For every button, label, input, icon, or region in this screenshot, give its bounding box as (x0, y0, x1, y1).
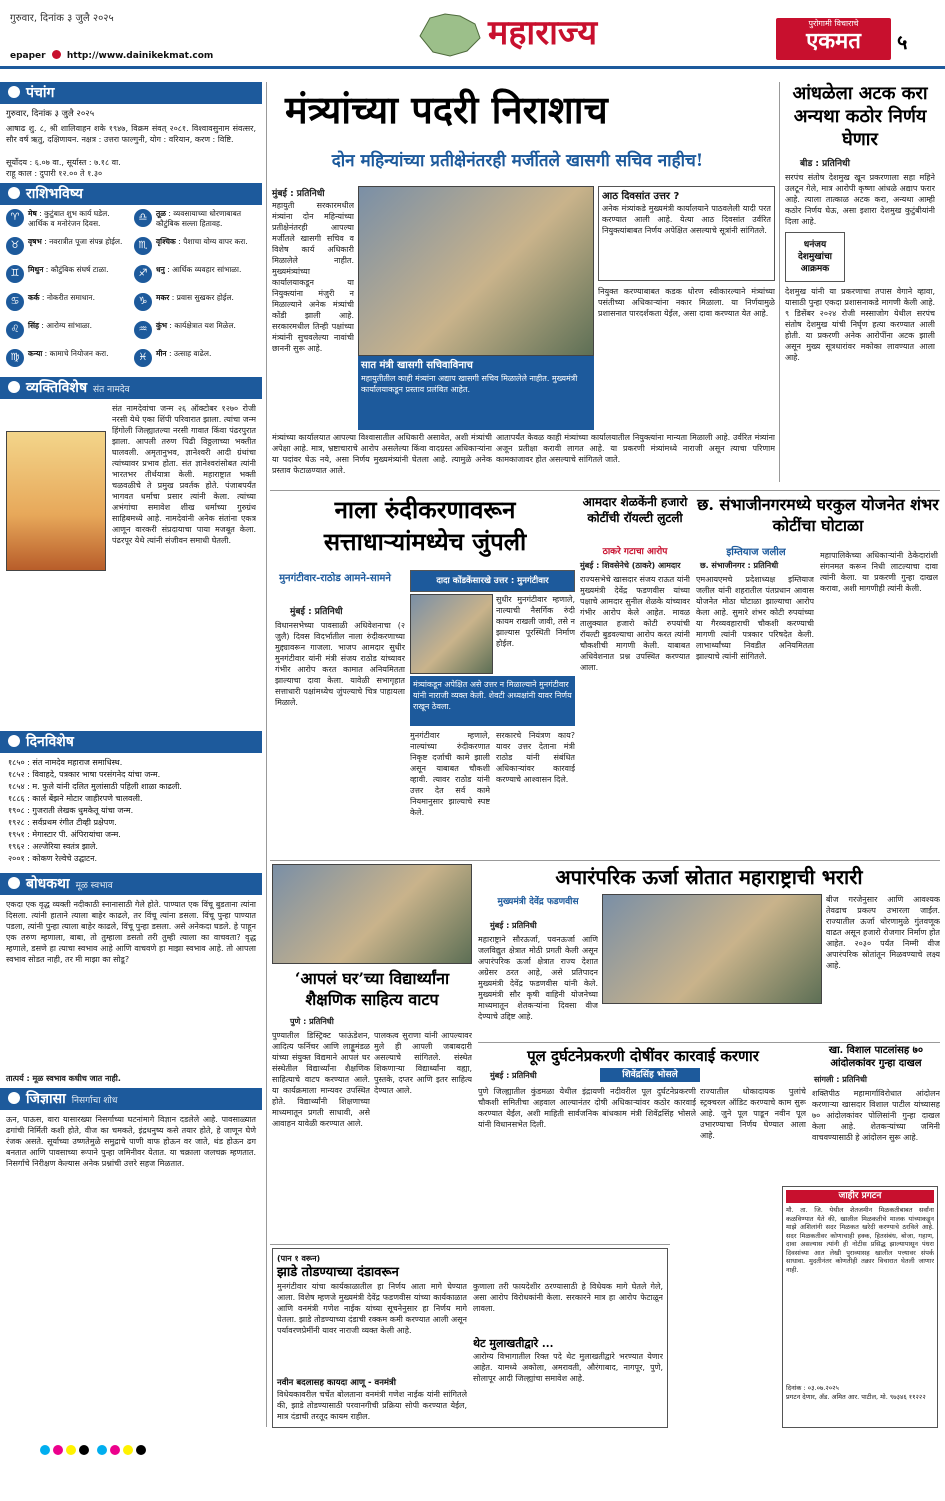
page-number: ५ (897, 30, 908, 54)
nala-box (410, 570, 575, 592)
right-top-byline: बीड : प्रतिनिधी (800, 159, 850, 169)
brand-logo: एकमत (806, 29, 861, 54)
urja-byline: मुंबई : प्रतिनिधी (490, 921, 537, 930)
bodhkatha-icon (8, 877, 20, 889)
pool-byline: मुंबई : प्रतिनिधी (490, 1071, 537, 1080)
rashi-name: मिथुन (28, 265, 44, 274)
nala-box-body: सुधीर मुनगंटीवार म्हणाले, नाल्याची नैसर्गिक रुंदी कायम राखली जावी, तसे न झाल्यास पूरस्थिती निर्माण होईल. (496, 595, 575, 648)
lead-photo-ministers (358, 186, 594, 356)
rashi-name: कन्या (28, 349, 43, 358)
zodiac-icon: ♋ (6, 293, 24, 311)
rashi-item: ♒ कुंभ : कार्यक्षेत्रात यश मिळेल. (134, 321, 256, 349)
rashi-item: ♐ धनु : आर्थिक व्यवहार सांभाळा. (134, 265, 256, 293)
rashi-name: तूळ (156, 209, 166, 218)
panchang-header (0, 82, 262, 104)
jigyasa-icon (8, 1092, 20, 1104)
rashi-item: ♎ तूळ : व्यवसायाच्या धोरणाबाबत कौटुंबिक सल्ला हितावह. (134, 209, 256, 237)
rashi-name: मेष (28, 209, 37, 218)
zade-subhead: नवीन बदलासह कायदा आणू - वनमंत्री (277, 1378, 396, 1388)
rashi-header (0, 183, 262, 205)
masthead-date: गुरुवार, दिनांक ३ जुलै २०२५ (10, 13, 114, 24)
rashi-text: उत्साह वाढेल. (173, 349, 212, 358)
lead-byline: मुंबई : प्रतिनिधी (272, 189, 325, 199)
lead-caption-title: सात मंत्री खासगी सचिवाविनाच (361, 360, 473, 371)
vyakti-body: संत नामदेवांचा जन्म २६ ऑक्टोबर १२७० रोजी नरसी येथे एका शिंपी परिवारात झाला. त्यांचा जन्म हिंगोली जिल्ह्यातल्या नरसी गावात किंवा पंढरपुरात झाला. आपली तरुण पिढी विठ्ठलाच्या भक्तीत घालवली. अमृतानुभव, ज्ञानेश्वरी आदी ग्रंथांचा त्यांच्यावर प्रभाव होता. संत ज्ञानेश्वरांसोबत त्यांनी भारतभर तीर्थयात्रा केली. महाराष्ट्रात भक्ती चळवळीचे ते प्रमुख प्रवर्तक होते. पंजाबपर्यंत भागवत धर्माचा प्रसार त्यांनी केला. त्यांच्या अभंगांचा समावेश शीख धर्माच्या गुरुग्रंथ साहिबमध्ये आहे. नामदेवांनी अनेक संतांना एकत्र आणून वारकरी संप्रदायाचा पाया मजबूत केला. पंढरपूर येथे त्यांनी संजीवन समाधी घेतली. (112, 404, 256, 545)
bodhkatha-body: एकदा एक वृद्ध व्यक्ती नदीकाठी स्नानासाठी गेले होते. पाण्यात एक विंचू बुडताना त्यांना दिसला. त्यांनी हाताने त्याला बाहेर काढले, तर विंचू त्यांना डसला. विंचू पुन्हा पाण्यात पडला, त्यांनी पुन्हा त्याला बाहेर काढले, विंचू पुन्हा डसला. असे अनेकदा घडले. हे पाहून एक तरुण म्हणाला, बाबा, तो तुम्हाला डसतो तरी तुम्ही त्याला का वाचवता? वृद्ध म्हणाले, डसणे हा त्याचा स्वभाव आहे आणि वाचवणे हा माझा स्वभाव आहे. तो आपला स्वभाव सोडत नाही, तर मी माझा का सोडू? (6, 900, 256, 964)
pool-tag: शिवेंद्रसिंह भोसले (600, 1068, 700, 1082)
nala-byline: मुंबई : प्रतिनिधी (290, 607, 343, 617)
rashi-text: कौटुंबिक संघर्ष टाळा. (50, 265, 109, 274)
bodhkatha-subtitle: मूळ स्वभाव (75, 881, 113, 891)
aapla-photo (272, 864, 472, 964)
rashi-grid (0, 205, 262, 377)
bodhkatha-header (0, 873, 262, 895)
globe-icon (52, 50, 61, 59)
zodiac-icon: ♐ (134, 265, 152, 283)
dinvishesh-item: १८५० : संत नामदेव महाराज समाधिस्थ. (8, 758, 123, 767)
rashi-name: कुंभ (156, 321, 168, 330)
column-divider (266, 82, 267, 1427)
epaper-label: epaper (10, 51, 46, 61)
urja-tag: मुख्यमंत्री देवेंद्र फडणवीस (497, 897, 579, 907)
right-divider (779, 82, 780, 482)
ad-title: जाहीर प्रगटन (786, 1190, 934, 1203)
nala-body: विधानसभेच्या पावसाळी अधिवेशनाचा (२ जुलै) दिवस विदर्भातील नाला रुंदीकरणाच्या मुद्द्यावरून गाजला. भाजप आमदार सुधीर मुनगंटीवार यांनी मंत्री संजय राठोड यांच्यावर गंभीर आरोप करत कामात अनियमितता झाल्याचा दावा केला. यावेळी सभागृहात सत्ताधारी पक्षांमध्येच जुंपल्याचे चित्र पाहायला मिळाले. (275, 621, 405, 707)
royalty-tag: ठाकरे गटाचा आरोप (602, 547, 668, 557)
vyakti-body-wrap (0, 399, 262, 731)
zade-headline: झाडे तोडण्याच्या दंडावरून (277, 1265, 399, 1280)
rashi-item: ♊ मिथुन : कौटुंबिक संघर्ष टाळा. (6, 265, 128, 293)
rashi-text: आरोग्य सांभाळा. (46, 321, 93, 330)
lead-photo-caption (358, 356, 594, 430)
dinvishesh-icon (8, 735, 20, 747)
zodiac-icon: ♏ (134, 237, 152, 255)
hr-4 (270, 1244, 670, 1245)
nala-tag: मुनगंटीवार-राठोड आमने-सामने (279, 573, 391, 584)
rashi-title: राशिभविष्य (26, 186, 83, 202)
jigyasa-subtitle: निसर्गाचा शोध (71, 1096, 118, 1106)
sambhaji-body: एमआयएमचे प्रदेशाध्यक्ष इम्तियाज जलील यांनी शहरातील पंतप्रधान आवास योजनेत मोठा घोटाळा झाल्याचा आरोप केला आहे. सुमारे शंभर कोटी रुपयांच्या या गैरव्यवहाराची चौकशी करण्याची मागणी त्यांनी पत्रकार परिषदेत केली. लाभार्थ्यांच्या निवडीत अनियमितता झाल्याचे त्यांनी सांगितले. (696, 575, 814, 661)
lead-col-bottom: मंत्र्यांच्या कार्यालयात आपल्या विश्वासातील अधिकारी असावेत, अशी मंत्र्यांची अपेक्षा आहे. मात्र, भ्रष्टाचाराचे आरोप असलेल्या किंवा वादग्रस्त अधिकाऱ्यांना या पदांवर घेऊ नये, असा निर्णय मुख्यमंत्र्यांनी घेतला आहे. त्यामुळे अनेक प्रस्ताव फेटाळण्यात आले. (272, 433, 492, 475)
rashi-item: ♍ कन्या : कामाचे नियोजन करा. (6, 349, 128, 377)
right-top-body: सरपंच संतोष देशमुख खून प्रकरणाला सहा महिने उलटून गेले, मात्र आरोपी कृष्णा आंधळे अद्याप फरार आहे. त्याला तात्काळ अटक करा, अन्यथा आम्ही कठोर निर्णय घेऊ, असा इशारा देशमुख कुटुंबीयांनी दिला आहे. (785, 173, 935, 226)
nala-body3: सरकारचे नियंत्रण काय? यावर उत्तर देताना मंत्री राठोड यांनी संबंधित अधिकाऱ्यांवर कारवाई करण्याचे आश्वासन दिले. (496, 731, 575, 784)
zade-body2: विधेयकावरील चर्चेत बोलताना वनमंत्री गणेश नाईक यांनी सांगितले की, झाडे तोडण्यासाठी परवानगीची प्रक्रिया सोपी करण्यात येईल, मात्र दंडाची तरतूद कायम राहील. (277, 1390, 467, 1421)
rashi-text: कार्यक्षेत्रात यश मिळेल. (174, 321, 236, 330)
royalty-headline: आमदार शेळकेंनी हजारो कोटींची रॉयल्टी लुटली (582, 495, 688, 525)
rashi-name: कर्क (28, 293, 40, 302)
maharashtra-map-graphic (415, 6, 485, 61)
hr-2 (270, 860, 940, 861)
zodiac-icon: ♑ (134, 293, 152, 311)
zade-subhead2: थेट मुलाखतीद्वारे ... (473, 1337, 554, 1350)
rashi-name: वृषभ (28, 237, 42, 246)
pool-headline: पूल दुर्घटनेप्रकरणी दोषींवर कारवाई करणार (527, 1047, 759, 1065)
lead-side-title: आठ दिवसांत उत्तर ? (602, 191, 680, 202)
lead-subheadline: दोन महिन्यांच्या प्रतीक्षेनंतरही मर्जीतले खासगी सचिव नाहीच! (331, 151, 704, 171)
rashi-item: ♈ मेष : कुटुंबात शुभ कार्य घडेल. आर्थिक व मनोरंजन दिवस. (6, 209, 128, 237)
rashi-item: ♌ सिंह : आरोग्य सांभाळा. (6, 321, 128, 349)
pool-body: पुणे जिल्ह्यातील कुंडमळा येथील इंद्रायणी नदीवरील पूल दुर्घटनेप्रकरणी चौकशी समितीचा अहवाल आल्यानंतर दोषी अधिकाऱ्यांवर कठोर कारवाई करण्यात येईल, अशी माहिती सार्वजनिक बांधकाम मंत्री शिवेंद्रसिंह भोसले यांनी विधानसभेत दिली. (478, 1087, 696, 1129)
brand-tagline: पुरोगामी विचाराचे (808, 19, 859, 28)
dinvishesh-item: १८५४ : म. फुले यांनी दलित मुलांसाठी पहिली शाळा काढली. (8, 782, 182, 791)
bodhkatha-title: बोधकथा (26, 876, 70, 892)
zodiac-icon: ♓ (134, 349, 152, 367)
sambhaji-byline: छ. संभाजीनगर : प्रतिनिधी (700, 561, 779, 570)
zodiac-icon: ♎ (134, 209, 152, 227)
rashi-name: वृश्चिक (156, 237, 176, 246)
jigyasa-title: जिज्ञासा (26, 1091, 66, 1107)
print-color-bar (40, 1440, 900, 1454)
zade-body4: आरोग्य विभागातील रिक्त पदे थेट मुलाखतीद्वारे भरण्यात येणार आहेत. यामध्ये अकोला, अमरावती, औरंगाबाद, नागपूर, पुणे, सोलापूर आदी जिल्ह्यांचा समावेश आहे. (473, 1352, 663, 1383)
panchang-date: गुरुवार, दिनांक ३ जुलै २०२५ (6, 109, 95, 119)
rashi-text: कुटुंबात शुभ कार्य घडेल. आर्थिक व मनोरंजन दिवस. (28, 209, 110, 228)
nala-box-title: दादा कोंडकेंसारखे उत्तर : मुनगंटीवार (436, 576, 549, 586)
sambhaji-headline: छ. संभाजीनगरमध्ये घरकुल योजनेत शंभर कोटींचा घोटाळा (697, 495, 939, 535)
rashi-name: मीन (156, 349, 167, 358)
lead-side-body: अनेक मंत्र्यांकडे मुख्यमंत्री कार्यालयाने पाठवलेली यादी परत करण्यात आली आहे. येत्या आठ दिवसांत उर्वरित नियुक्त्यांबाबत निर्णय अपेक्षित असल्याचे सूत्रांनी सांगितले. (602, 204, 771, 235)
royalty-body: राज्यसभेचे खासदार संजय राऊत यांनी मुख्यमंत्री देवेंद्र फडणवीस यांच्या पक्षाचे आमदार सुनील शेळके यांच्यावर गंभीर आरोप केले आहेत. मावळ तालुक्यात हजारो कोटी रुपयांची रॉयल्टी बुडवल्याचा आरोप करत त्यांनी चौकशीची मागणी केली. याबाबत अधिवेशनात प्रश्न उपस्थित करण्यात आला. (580, 575, 690, 672)
dinvishesh-title: दिनविशेष (26, 734, 74, 750)
rashi-item: ♏ वृश्चिक : पैशाचा योग्य वापर करा. (134, 237, 256, 265)
rashi-text: कामाचे नियोजन करा. (49, 349, 109, 358)
sambhaji-tag: इम्तियाज जलील (726, 547, 786, 558)
epaper-link[interactable] (10, 50, 213, 61)
nala-photo-caption: मंत्र्यांकडून अपेक्षित असे उत्तर न मिळाल्याने मुनगंटीवार यांनी नाराजी व्यक्त केली. शेवटी अध्यक्षांनी यावर निर्णय राखून ठेवला. (410, 676, 575, 726)
zodiac-icon: ♈ (6, 209, 24, 227)
urja-headline: अपारंपरिक ऊर्जा स्रोतात महाराष्ट्राची भरारी (555, 865, 863, 889)
zade-box (272, 1248, 668, 1428)
rashi-text: आर्थिक व्यवहार सांभाळा. (172, 265, 242, 274)
zodiac-icon: ♍ (6, 349, 24, 367)
vyakti-header (0, 377, 262, 399)
rashi-name: मकर (156, 293, 170, 302)
lead-col4: नियुक्त करण्याबाबत कडक धोरण स्वीकारल्याने मंत्र्यांच्या पसंतीच्या अधिकाऱ्यांना नकार मिळाला. या निर्णयामुळे प्रशासनात पारदर्शकता येईल, असा दावा करण्यात येत आहे. (598, 287, 775, 318)
ad-footer: दिनांक : ०३.०७.२०२५ (786, 1384, 839, 1392)
sant-namdev-portrait (6, 431, 106, 571)
rashi-item: ♉ वृषभ : नवरात्रीत पूजा संपन्न होईल. (6, 237, 128, 265)
rashi-item: ♓ मीन : उत्साह वाढेल. (134, 349, 256, 377)
aapla-body: पुण्यातील डिस्ट्रिक्ट फाऊंडेशन, आदित्य फर्निचर आणि लाड्डूमंडळ यांच्या संयुक्त विद्यमाने आपलं घर संस्थेतील विद्यार्थ्यांना शैक्षणिक साहित्याचे वाटप करण्यात आले. या कार्यक्रमाला मान्यवर उपस्थित होते. विद्यार्थ्यांनी शिक्षणाच्या माध्यमातून प्रगती साधावी, असे आवाहन यावेळी करण्यात आले. (272, 1031, 370, 1128)
masthead (0, 0, 945, 70)
ad-body: मौ. ता. जि. येथील शेतजमीन मिळकतीबाबत सर्वांना कळविण्यात येते की, खालील मिळकतीचे मालक यांच्याकडून माझे अशिलांनी सदर मिळकत खरेदी करण्याचे ठरविले आहे. सदर मिळकतीवर कोणाचाही हक्क, हितसंबंध, बोजा, गहाण, दावा असल्यास त्यांनी ही नोटीस प्रसिद्ध झाल्यापासून पंधरा दिवसांच्या आत लेखी पुराव्यासह खालील पत्त्यावर संपर्क साधावा. मुदतीनंतर कोणतीही तक्रार विचारात घेतली जाणार नाही. (786, 1206, 934, 1274)
zade-body3: कुणाला तरी फायदेशीर ठरण्यासाठी हे विधेयक मागे घेतले गेले, असा आरोप विरोधकांनी केला. सरकारने मात्र हा आरोप फेटाळून लावला. (473, 1282, 663, 1313)
dinvishesh-item: १९०८ : गुजराती लेखक धुमकेतू यांचा जन्म. (8, 806, 134, 815)
right-top-box-title: धनंजय देशमुखांचा आक्रमक (797, 240, 833, 274)
urja-body: महाराष्ट्राने सौरऊर्जा, पवनऊर्जा आणि जलविद्युत क्षेत्रात मोठी प्रगती केली असून अपारंपरिक ऊर्जा क्षेत्रात राज्य देशात अग्रेसर ठरत आहे, असे प्रतिपादन मुख्यमंत्री देवेंद्र फडणवीस यांनी केले. मुख्यमंत्री सौर कृषी वाहिनी योजनेच्या माध्यमातून शेतकऱ्यांना दिवसा वीज देण्याचे उद्दिष्ट आहे. (478, 935, 598, 1021)
rashi-name: सिंह (28, 321, 39, 330)
masthead-divider (0, 66, 945, 69)
lead-col-bottom2: आतापर्यंत केवळ काही मंत्र्यांच्या कार्यालयातील नियुक्त्यांना मान्यता मिळाली आहे. उर्वरित मंत्र्यांना अजून प्रतीक्षा करावी लागत आहे. या प्रकरणी मंत्र्यांमध्ये नाराजी असून त्याचा परिणाम कामकाजावर होत असल्याचे सांगितले जाते. (496, 433, 775, 464)
lead-headline: मंत्र्यांच्या पदरी निराशाच (285, 87, 608, 132)
dinvishesh-header (0, 731, 262, 753)
rashi-text: प्रवास सुखकर होईल. (176, 293, 234, 302)
vyakti-icon (8, 381, 20, 393)
dinvishesh-item: १८८६ : कार्ल बेंझने मोटार जाहीरपणे चालवली. (8, 794, 143, 803)
vyakti-subtitle: संत नामदेव (93, 385, 130, 395)
dinvishesh-item: १९६२ : अल्जेरिया स्वतंत्र झाले. (8, 842, 98, 851)
zodiac-icon: ♌ (6, 321, 24, 339)
rashi-icon (8, 187, 20, 199)
nala-body2: मुनगंटीवार म्हणाले, नाल्यांच्या रुंदीकरणात निकृष्ट दर्जाची कामे झाली असून याबाबत चौकशी व्हावी. त्यावर राठोड यांनी उत्तर देत सर्व कामे नियमानुसार झाल्याचे स्पष्ट केले. (410, 731, 490, 817)
nala-photo (410, 594, 493, 674)
royalty-byline: मुंबई : शिवसेनेचे (ठाकरे) आमदार (580, 561, 681, 570)
dinvishesh-item: १८५२ : विवाहदे, पत्रकार भाषा परसंगनेद यांचा जन्म. (8, 770, 161, 779)
lead-side-box (598, 186, 775, 281)
arrest-body: शक्तिपीठ महामार्गाविरोधात आंदोलन करणाऱ्या खासदार विशाल पाटील यांच्यासह ७० आंदोलकांवर पोलिसांनी गुन्हा दाखल केला आहे. शेतकऱ्यांच्या जमिनी वाचवण्यासाठी हे आंदोलन सुरू आहे. (812, 1089, 940, 1142)
rashi-text: व्यवसायाच्या धोरणाबाबत कौटुंबिक सल्ला हितावह. (156, 209, 242, 228)
rashi-text: नवरात्रीत पूजा संपन्न होईल. (49, 237, 123, 246)
panchang-rahukal: राहू काल : दुपारी १२.०० ते १.३० (6, 169, 103, 178)
dinvishesh-item: १९२८ : सर्वप्रथम रंगीत टीव्ही प्रक्षेपण. (8, 818, 117, 827)
urja-body2: बीज गरजेनुसार आणि आवश्यक तेवढाच प्रकल्प उभारला जाईल. राज्यातील ऊर्जा धोरणामुळे गुंतवणूक वाढत असून हजारो रोजगार निर्माण होत आहेत. २०३० पर्यंत निम्मी वीज अपारंपरिक स्रोतांतून मिळवण्याचे लक्ष्य आहे. (826, 895, 940, 970)
rashi-item: ♑ मकर : प्रवास सुखकर होईल. (134, 293, 256, 321)
website-url[interactable]: http://www.dainikekmat.com (66, 51, 214, 61)
urja-photo (602, 894, 822, 1004)
hr-3 (478, 1042, 940, 1043)
left-column (0, 82, 262, 1427)
nala-headline: नाला रुंदीकरणावरून सत्ताधाऱ्यांमध्येच जुंपली (323, 495, 527, 556)
dinvishesh-item: २००१ : कोकण रेल्वेचे उद्घाटन. (8, 854, 98, 863)
rashi-text: नोकरीत समाधान. (46, 293, 95, 302)
right-top-box (785, 232, 845, 282)
dinvishesh-item: १९५१ : मेगास्टार पी. अंपिरायांचा जन्म. (8, 830, 121, 839)
zodiac-icon: ♉ (6, 237, 24, 255)
vyakti-title: व्यक्तिविशेष (26, 380, 88, 396)
panchang-title: पंचांग (26, 85, 55, 101)
rashi-text: पैशाचा योग्य वापर करा. (183, 237, 248, 246)
zodiac-icon: ♊ (6, 265, 24, 283)
jigyasa-body: ऊन, पाऊस, वारा यासारख्या निसर्गाच्या घटनांमागे विज्ञान दडलेले आहे. पावसाळ्यात ढगांची निर्मिती कशी होते, वीज का चमकते, इंद्रधनुष्य कसे तयार होते, हे जाणून घेणे रंजक असते. सूर्याच्या उष्णतेमुळे समुद्राचे पाणी वाफ होऊन वर जाते, थंड होऊन ढग बनतात आणि पावसाच्या रूपाने पुन्हा जमिनीवर येतात. या चक्राला जलचक्र म्हणतात. निसर्गाचे निरीक्षण केल्यास अनेक प्रश्नांची उत्तरे सहज मिळतात. (6, 1115, 256, 1168)
aapla-byline: पुणे : प्रतिनिधी (290, 1017, 334, 1026)
zade-body: मुनगंटीवार यांचा कार्यकाळातील हा निर्णय आता मागे घेण्यात आला. विशेष म्हणजे मुख्यमंत्री देवेंद्र फडणवीस यांच्या कार्यकाळात आणि वनमंत्री गणेश नाईक यांच्या सूचनेनुसार हा निर्णय मागे घेतला. झाडे तोडण्याच्या दंडाची रक्कम कमी करण्यात आली असून पर्यावरणप्रेमींनी यावर नाराजी व्यक्त केली आहे. (277, 1282, 467, 1335)
aapla-headline: ‘आपलं घर’च्या विद्यार्थ्यांना शैक्षणिक साहित्य वाटप (294, 969, 450, 1009)
jigyasa-header (0, 1088, 262, 1110)
arrest-headline: खा. विशाल पाटलांसह ७० आंदोलकांवर गुन्हा दाखल (828, 1045, 924, 1069)
rashi-name: धनु (156, 265, 165, 274)
lead-col1: महायुती सरकारमधील मंत्र्यांना दोन महिन्यांच्या प्रतीक्षेनंतरही आपल्या मर्जीतले खासगी सचिव व विशेष कार्य अधिकारी मिळालेले नाहीत. मुख्यमंत्र्यांच्या कार्यालयाकडून या नियुक्त्यांना मंजुरी न मिळाल्याने अनेक मंत्र्यांची कोंडी झाली आहे. सरकारमधील तिन्ही पक्षांच्या मंत्र्यांनी सुचवलेल्या नावांची छाननी सुरू आहे. (272, 201, 354, 353)
aapla-body2: पालकत्व सुराणा यांनी आपल्यावर मुले ही आपली जबाबदारी असल्याचे सांगितले. संस्थेत शिकणाऱ्या विद्यार्थ्यांना वह्या, पुस्तके, दप्तर आणि इतर साहित्य देण्यात आले. (374, 1031, 472, 1095)
ad-box (782, 1186, 938, 1428)
zade-continued: (पान १ वरून) (277, 1254, 321, 1263)
ad-sign: प्रगटन देणार, अ‍ॅड. अमित आर. पाटील, मो. ९७३४६ ११२२२ (786, 1393, 926, 1401)
brand-box (776, 18, 891, 60)
panchang-body: आषाढ शु. ८, श्री शालिवाहन शके १९४७, विक्रम संवत् २०८१. विश्वावसुनाम संवत्सर, सौर वर्ष ऋतु, दक्षिणायन. नक्षत्र : उत्तरा फाल्गुनी, योग : वरियान, करण : विष्टि. (6, 124, 256, 144)
dinvishesh-list (0, 753, 262, 873)
zodiac-icon: ♒ (134, 321, 152, 339)
right-top-headline: आंधळेला अटक करा अन्यथा कठोर निर्णय घेणार (792, 83, 928, 150)
rashi-item: ♋ कर्क : नोकरीत समाधान. (6, 293, 128, 321)
arrest-byline: सांगली : प्रतिनिधी (814, 1075, 867, 1084)
sambhaji-body2: महापालिकेच्या अधिकाऱ्यांनी ठेकेदारांशी संगनमत करून निधी लाटल्याचा दावा त्यांनी केला. या प्रकरणी गुन्हा दाखल करावा, अशी मागणीही त्यांनी केली. (820, 551, 938, 593)
section-title: महाराज्य (488, 13, 598, 53)
hr-1 (270, 490, 940, 491)
panchang-icon (8, 86, 20, 98)
pool-body2: राज्यातील धोकादायक पुलांचे स्ट्रक्चरल ऑडिट करण्याचे काम सुरू आहे. जुने पूल पाडून नवीन पूल उभारण्याचा निर्णय घेण्यात आला आहे. (700, 1087, 806, 1140)
right-top-body2: देशमुख यांनी या प्रकरणाचा तपास वेगाने व्हावा, यासाठी पुन्हा एकदा प्रशासनाकडे मागणी केली आहे. ९ डिसेंबर २०२४ रोजी मस्साजोग येथील सरपंच संतोष देशमुख यांची निर्घृण हत्या करण्यात आली होती. या प्रकरणी अनेक आरोपींना अटक झाली असून मुख्य सूत्रधारांवर मकोका लावण्यात आला आहे. (785, 287, 935, 362)
bodhkatha-moral: तात्पर्य : मूळ स्वभाव कधीच जात नाही. (6, 1074, 121, 1083)
lead-caption-text: महायुतीतील काही मंत्र्यांना अद्याप खासगी सचिव मिळालेले नाहीत. मुख्यमंत्री कार्यालयाकडून प्रस्ताव प्रलंबित आहेत. (361, 374, 578, 394)
panchang-sunrise: सूर्योदय : ६.०७ वा., सूर्यास्त : ७.१८ वा. (6, 158, 121, 167)
